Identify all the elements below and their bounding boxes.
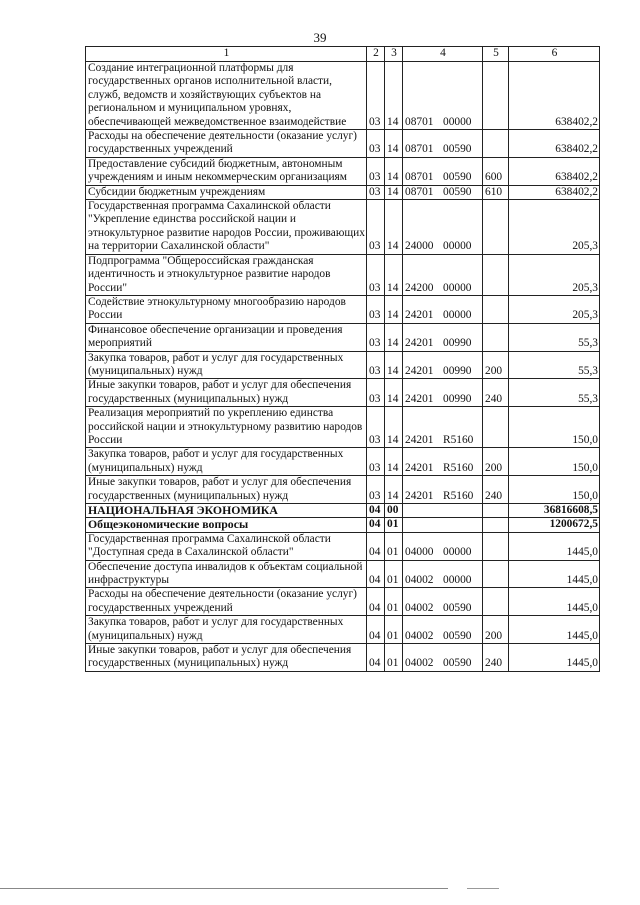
row-amount: 55,3 (509, 351, 600, 379)
row-target-article (403, 518, 483, 532)
row-section: 04 (367, 588, 385, 616)
target-article-direction-code: 00590 (443, 657, 472, 670)
row-name: Иные закупки товаров, работ и услуг для обеспечения государственных (муниципальных) нужд (86, 379, 367, 407)
row-expense-type (483, 254, 509, 295)
row-expense-type: 610 (483, 185, 509, 199)
row-section: 03 (367, 200, 385, 255)
target-article-program-code: 08701 (405, 143, 434, 156)
target-article-program-code: 24201 (405, 364, 434, 377)
target-article-program-code: 24000 (405, 240, 434, 253)
target-article-program-code: 24201 (405, 489, 434, 502)
row-subsection: 01 (385, 588, 403, 616)
target-article-program-code: 04002 (405, 629, 434, 642)
table-row (86, 157, 600, 185)
row-name: Обеспечение доступа инвалидов к объектам социальной инфраструктуры (86, 560, 367, 588)
target-article-program-code: 04002 (405, 574, 434, 587)
target-article-direction-code: 00590 (443, 629, 472, 642)
row-amount: 205,3 (509, 200, 600, 255)
row-expense-type: 240 (483, 379, 509, 407)
header-col-1: 1 (86, 47, 367, 62)
footer-scan-line (0, 888, 640, 889)
target-article-program-code: 24201 (405, 309, 434, 322)
table-row (86, 616, 600, 644)
row-amount: 55,3 (509, 379, 600, 407)
row-expense-type: 200 (483, 616, 509, 644)
target-article-program-code: 08701 (405, 185, 434, 198)
target-article-direction-code: R5160 (443, 433, 474, 446)
row-name: Финансовое обеспечение организации и проведения мероприятий (86, 323, 367, 351)
row-name: Подпрограмма "Общероссийская гражданская идентичность и этнокультурное развитие народов России" (86, 254, 367, 295)
target-article-program-code: 24201 (405, 337, 434, 350)
row-name: Реализация мероприятий по укреплению единства российской нации и этнокультурному развитию народов России (86, 407, 367, 448)
row-amount: 205,3 (509, 254, 600, 295)
row-target-article (403, 200, 483, 255)
row-target-article (403, 379, 483, 407)
table-row (86, 379, 600, 407)
target-article-direction-code: 00000 (443, 574, 472, 587)
header-row (86, 47, 600, 62)
row-subsection: 14 (385, 407, 403, 448)
target-article-program-code: 24200 (405, 281, 434, 294)
row-target-article (403, 616, 483, 644)
row-subsection: 01 (385, 532, 403, 560)
target-article-direction-code: 00000 (443, 240, 472, 253)
row-target-article (403, 323, 483, 351)
target-article-direction-code: 00990 (443, 364, 472, 377)
row-expense-type (483, 532, 509, 560)
row-section: 04 (367, 644, 385, 672)
target-article-program-code: 08701 (405, 171, 434, 184)
target-article-direction-code: R5160 (443, 489, 474, 502)
row-amount: 1445,0 (509, 532, 600, 560)
row-amount: 150,0 (509, 448, 600, 476)
row-target-article (403, 185, 483, 199)
row-amount: 1200672,5 (509, 518, 600, 532)
row-subsection: 14 (385, 185, 403, 199)
row-amount: 638402,2 (509, 157, 600, 185)
row-subsection: 14 (385, 130, 403, 158)
row-section: 03 (367, 185, 385, 199)
row-target-article (403, 504, 483, 518)
table-row (86, 62, 600, 130)
row-section: 03 (367, 407, 385, 448)
target-article-direction-code: 00000 (443, 309, 472, 322)
header-col-6: 6 (509, 47, 600, 62)
row-expense-type: 200 (483, 351, 509, 379)
row-amount: 150,0 (509, 476, 600, 504)
row-name: Государственная программа Сахалинской области "Укрепление единства российской нации и этнокультурное развитие народов России, проживающих на территории Сахалинской области" (86, 200, 367, 255)
row-section: 04 (367, 518, 385, 532)
row-section: 03 (367, 351, 385, 379)
row-amount: 1445,0 (509, 560, 600, 588)
row-section: 03 (367, 130, 385, 158)
row-target-article (403, 644, 483, 672)
header-col-2: 2 (367, 47, 385, 62)
table-row (86, 351, 600, 379)
row-target-article (403, 62, 483, 130)
row-expense-type (483, 130, 509, 158)
row-expense-type (483, 295, 509, 323)
row-section: 03 (367, 254, 385, 295)
row-amount: 150,0 (509, 407, 600, 448)
row-subsection: 01 (385, 616, 403, 644)
table-row (86, 254, 600, 295)
target-article-direction-code: R5160 (443, 461, 474, 474)
table-row (86, 448, 600, 476)
row-name: Иные закупки товаров, работ и услуг для обеспечения государственных (муниципальных) нужд (86, 644, 367, 672)
row-expense-type (483, 200, 509, 255)
target-article-program-code: 04002 (405, 657, 434, 670)
row-name: Расходы на обеспечение деятельности (оказание услуг) государственных учреждений (86, 588, 367, 616)
row-subsection: 01 (385, 644, 403, 672)
row-name: Субсидии бюджетным учреждениям (86, 185, 367, 199)
target-article-program-code: 08701 (405, 115, 434, 128)
target-article-program-code: 04000 (405, 546, 434, 559)
row-name: Государственная программа Сахалинской области "Доступная среда в Сахалинской области" (86, 532, 367, 560)
row-amount: 638402,2 (509, 185, 600, 199)
row-subsection: 14 (385, 448, 403, 476)
table-row (86, 185, 600, 199)
row-amount: 205,3 (509, 295, 600, 323)
row-subsection: 01 (385, 518, 403, 532)
row-subsection: 14 (385, 254, 403, 295)
table-body (86, 62, 600, 672)
row-target-article (403, 295, 483, 323)
table-row (86, 532, 600, 560)
row-section: 03 (367, 157, 385, 185)
row-expense-type: 600 (483, 157, 509, 185)
row-section: 04 (367, 616, 385, 644)
table-row (86, 200, 600, 255)
row-target-article (403, 254, 483, 295)
table-row (86, 504, 600, 518)
row-subsection: 14 (385, 295, 403, 323)
row-name: Расходы на обеспечение деятельности (оказание услуг) государственных учреждений (86, 130, 367, 158)
row-name: Иные закупки товаров, работ и услуг для обеспечения государственных (муниципальных) нужд (86, 476, 367, 504)
row-target-article (403, 560, 483, 588)
row-expense-type (483, 407, 509, 448)
target-article-program-code: 24201 (405, 433, 434, 446)
row-expense-type: 240 (483, 476, 509, 504)
row-name: Создание интеграционной платформы для государственных органов исполнительной власти, служб, ведомств и хозяйствующих субъектов на региональном и муниципальном уровнях, обеспечивающей межведомственное взаимодействие (86, 62, 367, 130)
header-col-3: 3 (385, 47, 403, 62)
row-expense-type (483, 62, 509, 130)
row-subsection: 14 (385, 379, 403, 407)
table-row (86, 518, 600, 532)
target-article-direction-code: 00990 (443, 337, 472, 350)
row-subsection: 14 (385, 351, 403, 379)
row-target-article (403, 407, 483, 448)
row-name: Общеэкономические вопросы (86, 518, 367, 532)
table-row (86, 323, 600, 351)
row-target-article (403, 130, 483, 158)
target-article-direction-code: 00590 (443, 171, 472, 184)
row-name: Закупка товаров, работ и услуг для государственных (муниципальных) нужд (86, 448, 367, 476)
target-article-program-code: 04002 (405, 601, 434, 614)
row-name: Закупка товаров, работ и услуг для государственных (муниципальных) нужд (86, 616, 367, 644)
row-subsection: 14 (385, 157, 403, 185)
row-target-article (403, 157, 483, 185)
header-col-5: 5 (483, 47, 509, 62)
table-row (86, 644, 600, 672)
target-article-program-code: 24201 (405, 392, 434, 405)
target-article-direction-code: 00590 (443, 143, 472, 156)
target-article-direction-code: 00590 (443, 601, 472, 614)
row-name: Предоставление субсидий бюджетным, автономным учреждениям и иным некоммерческим организациям (86, 157, 367, 185)
table-row (86, 295, 600, 323)
target-article-direction-code: 00000 (443, 546, 472, 559)
page-number: 39 (313, 30, 327, 45)
row-section: 03 (367, 476, 385, 504)
row-expense-type (483, 518, 509, 532)
row-expense-type: 240 (483, 644, 509, 672)
row-name: Содействие этнокультурному многообразию народов России (86, 295, 367, 323)
target-article-direction-code: 00000 (443, 115, 472, 128)
row-section: 03 (367, 295, 385, 323)
table-row (86, 588, 600, 616)
row-expense-type (483, 323, 509, 351)
row-amount: 55,3 (509, 323, 600, 351)
row-amount: 1445,0 (509, 616, 600, 644)
row-amount: 36816608,5 (509, 504, 600, 518)
row-subsection: 00 (385, 504, 403, 518)
header-col-4: 4 (403, 47, 483, 62)
row-section: 04 (367, 560, 385, 588)
row-expense-type: 200 (483, 448, 509, 476)
row-target-article (403, 351, 483, 379)
table-row (86, 407, 600, 448)
row-subsection: 14 (385, 476, 403, 504)
table-row (86, 560, 600, 588)
row-expense-type (483, 504, 509, 518)
row-subsection: 14 (385, 200, 403, 255)
row-section: 04 (367, 504, 385, 518)
target-article-program-code: 24201 (405, 461, 434, 474)
row-target-article (403, 532, 483, 560)
row-section: 03 (367, 323, 385, 351)
row-target-article (403, 588, 483, 616)
row-section: 04 (367, 532, 385, 560)
target-article-direction-code: 00000 (443, 281, 472, 294)
target-article-direction-code: 00590 (443, 185, 472, 198)
target-article-direction-code: 00990 (443, 392, 472, 405)
row-amount: 1445,0 (509, 644, 600, 672)
row-name: Закупка товаров, работ и услуг для государственных (муниципальных) нужд (86, 351, 367, 379)
row-expense-type (483, 560, 509, 588)
budget-table (85, 46, 600, 672)
table-row (86, 130, 600, 158)
row-name: НАЦИОНАЛЬНАЯ ЭКОНОМИКА (86, 504, 367, 518)
row-expense-type (483, 588, 509, 616)
row-subsection: 01 (385, 560, 403, 588)
row-subsection: 14 (385, 62, 403, 130)
row-section: 03 (367, 62, 385, 130)
row-section: 03 (367, 448, 385, 476)
row-subsection: 14 (385, 323, 403, 351)
row-amount: 638402,2 (509, 130, 600, 158)
row-target-article (403, 448, 483, 476)
table-row (86, 476, 600, 504)
row-amount: 1445,0 (509, 588, 600, 616)
row-amount: 638402,2 (509, 62, 600, 130)
row-section: 03 (367, 379, 385, 407)
row-target-article (403, 476, 483, 504)
